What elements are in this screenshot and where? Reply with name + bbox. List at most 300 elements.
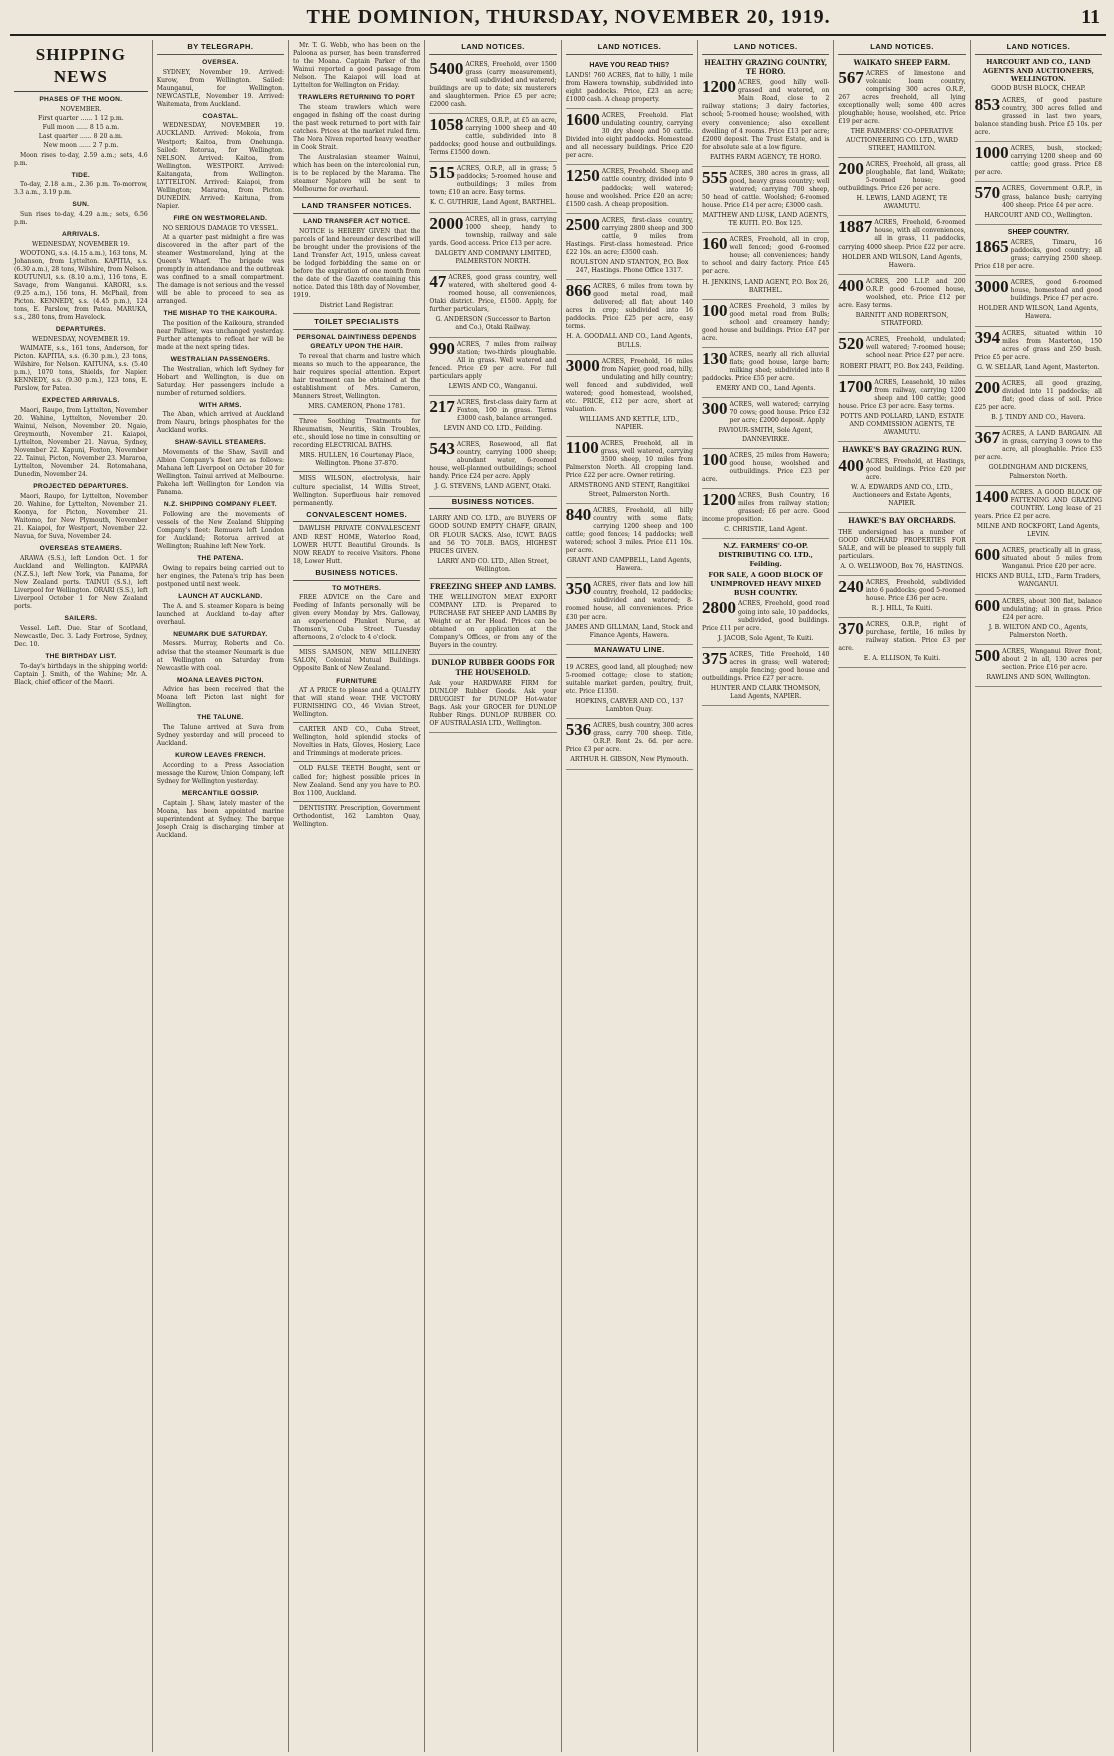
shaw-savill-heading: SHAW-SAVILL STEAMERS. xyxy=(174,439,266,447)
ad-text: ACRES, well watered; carrying 70 cows; good house. Price £32 per acre; £2000 deposit. Apply xyxy=(729,401,830,425)
ad-signature: H. LEWIS, LAND AGENT, TE AWAMUTU. xyxy=(856,195,948,211)
ad-text: ACRES, Freehold, undulated; well watered; 7-roomed house; school near. Price £27 per acre. xyxy=(865,336,966,360)
hawkes-bay-heading: HAWKE'S BAY GRAZING RUN. xyxy=(842,445,962,455)
arms-heading: WITH ARMS. xyxy=(199,401,242,409)
acreage: 1250 xyxy=(565,166,600,186)
projected-heading: PROJECTED DEPARTURES. xyxy=(33,483,129,491)
ad-text: ACRES, good 6-roomed house, homestead and good buildings. Price £7 per acre. xyxy=(1010,279,1102,303)
acreage: 240 xyxy=(838,576,864,596)
manawatu-heading: MANAWATU LINE. xyxy=(566,645,693,658)
sailers-text: Vessel. Left. Due. Star of Scotland, Newcastle, Dec. 3. Lady Fortrose, Sydney, Dec. 10. xyxy=(14,624,148,648)
land-ad xyxy=(838,158,965,217)
land-ad xyxy=(702,449,829,489)
land-ad xyxy=(429,213,556,272)
transfer-signature: District Land Registrar. xyxy=(319,302,394,310)
land-ad xyxy=(566,58,693,109)
land-ad xyxy=(975,544,1102,594)
ad-signature: HOLDER AND WILSON, Land Agents, Hawera. xyxy=(841,253,963,269)
moon-line: Last quarter ...... 8 20 a.m. xyxy=(38,133,123,141)
moon-month: NOVEMBER. xyxy=(60,105,102,113)
ad-signature: H. JENKINS, LAND AGENT, P.O. Box 26, BARTHEL. xyxy=(702,278,830,294)
acreage: 217 xyxy=(429,396,455,416)
ad-text: LANDS! 760 ACRES, flat to hilly, 1 mile from Hawera township, subdivided into eight paddocks. Price, £23 an acre; £1000 cash. A cheap property. xyxy=(565,72,694,104)
ad-text: ACRES Freehold, 3 miles by good metal road from Bulls; school and creamery handy; good house and buildings. Price £47 per acre. xyxy=(702,302,830,343)
acreage: 840 xyxy=(565,504,592,524)
acreage: 600 xyxy=(974,595,1001,615)
bush-block-heading: FOR SALE, A GOOD BLOCK OF UNIMPROVED HEAVY MIXED BUSH COUNTRY. xyxy=(708,571,823,597)
departures-date: WEDNESDAY, NOVEMBER 19. xyxy=(32,335,130,343)
ad-text: ACRES, all good grazing, divided into 11 paddocks; all flat; good class of soil. Price £25 per acre. xyxy=(974,379,1102,411)
acreage: 570 xyxy=(974,183,1001,203)
ad-text: ACRES, 25 miles from Hawera; good house, woolshed and outbuildings. Price £23 per acre. xyxy=(702,451,830,483)
acreage: 2500 xyxy=(565,214,600,234)
ad-signature: PAVIOUR-SMITH, Sole Agent, DANNEVIRKE. xyxy=(718,427,813,443)
talune-heading: THE TALUNE. xyxy=(197,714,244,722)
ad-text: ACRES, Freehold, all hilly country with some flats; carrying 1200 sheep and 100 cattle; good fences; 14 paddocks; well watered; school 3 miles. Price £11 10s. per acre. xyxy=(565,506,694,554)
convalescent-heading: CONVALESCENT HOMES. xyxy=(293,510,420,523)
land-ad xyxy=(838,618,965,668)
column-shipping-news xyxy=(10,40,153,1752)
ad-text: ACRES, O.R.P., all in grass; 5 paddocks; 5-roomed house and outbuildings; 3 miles from town; £10 an acre. Easy terms. xyxy=(429,165,557,197)
toilet-signature: MRS. CAMERON, Phone 1781. xyxy=(308,402,406,410)
toilet-heading: TOILET SPECIALISTS xyxy=(293,317,420,330)
acreage: 367 xyxy=(974,428,1001,448)
ad-signature: MILNE AND ROCKFORT, Land Agents, LEVIN. xyxy=(976,522,1100,539)
manawatu-ad xyxy=(566,661,693,720)
land-ad xyxy=(702,348,829,398)
ad-signature: K. C. GUTHRIE, Land Agent, BARTHEL. xyxy=(429,199,557,207)
land-ad xyxy=(838,216,965,275)
page-number: 11 xyxy=(1081,6,1100,28)
acreage: 567 xyxy=(838,68,864,88)
launch-text: The A. and S. steamer Kopara is being launched at Auckland to-day after overhaul. xyxy=(156,602,285,626)
wilson-text: MISS WILSON, electrolysis, hair culture specialist, 14 Willis Street, Wellington. Superfluous hair removed permanently. xyxy=(293,475,421,507)
shipping-news-heading: SHIPPING NEWS xyxy=(14,44,148,92)
ad-signature: LARRY AND CO. LTD., Allen Street, Wellington. xyxy=(437,557,549,573)
sun-heading: SUN. xyxy=(72,201,90,209)
acreage: 130 xyxy=(702,349,728,369)
ad-text: ACRES, Freehold, 16 miles from Napier, good road, hilly, undulating and hilly country; well fenced and subdivided, well watered; good homestead, woolshed, etc. PRICE, £12 per acre, short at valuation. xyxy=(565,357,694,413)
ad-text: ACRES, good hilly well-grassed and watered, on Main Road, close to 2 railway stations; 3 dairy factories, school; 5-roomed house; woolshed, with every convenience; also excellent dwelling of 4 rooms. Price £13 per acre; £2000 deposit. The Trust Estate, and is for absolute sale at a low figure. xyxy=(702,79,830,151)
moon-line: First quarter ...... 1 12 p.m. xyxy=(37,114,124,122)
land-ad xyxy=(975,595,1102,645)
ad-heading: SHEEP COUNTRY. xyxy=(1007,228,1069,236)
trawlers-text: The steam trawlers which were engaged in fishing off the coast during the past week returned to port with fair catches. Prices at the market ruled firm. The Nora Niven reported heavy weather in Cook Strait. xyxy=(293,103,421,152)
overseas-text: ARAWA (S.S.), left London Oct. 1 for Auckland and Wellington. KAIPARA (N.Z.S.), left New York, via Panama, for New Zealand ports. TAINUI (S.S.), left Liverpool for Wellington. ORARI (S.S.), left Liverpool October 1 for New Zealand ports. xyxy=(14,554,148,611)
acreage: 394 xyxy=(974,327,1001,347)
ad-signature: LEVIN AND CO. LTD., Feilding. xyxy=(443,425,543,433)
column-land-notices-1 xyxy=(425,40,561,1752)
land-notices-heading: LAND NOTICES. xyxy=(975,42,1102,55)
paper-title: THE DOMINION, THURSDAY, NOVEMBER 20, 1919. xyxy=(306,6,831,28)
acreage: 1100 xyxy=(565,438,599,458)
acreage: 100 xyxy=(702,300,728,320)
land-ad xyxy=(429,271,556,338)
ad-signature: BARNITT AND ROBERTSON, STRATFORD. xyxy=(855,312,949,328)
ad-text: ACRES, first-class dairy farm at Foxton, 100 in grass. Terms £3000 cash, balance arranged. xyxy=(456,398,557,422)
ad-signature: ROULSTON AND STANTON, P.O. Box 247, Hastings. Phone Office 1317. xyxy=(570,258,689,274)
hullen-text: Three Soothing Treatments for Rheumatism, Neuritis, Skin Troubles, etc., should lose no time in consulting or recording ELECTRICAL BATHS. xyxy=(293,417,421,450)
land-ad xyxy=(429,162,556,212)
divider xyxy=(293,722,420,723)
land-ad xyxy=(702,233,829,300)
overseas-heading: OVERSEAS STEAMERS. xyxy=(39,545,123,553)
ad-text: ACRES, Freehold, all in grass, well watered, carrying 3500 sheep, 10 miles from Palmerston North. All cropping land. Price £22 per acre. Owner retiring. xyxy=(565,440,694,480)
ad-signature: GOLDINGHAM AND DICKENS, Palmerston North. xyxy=(988,464,1089,480)
transfer-subheading: LAND TRANSFER ACT NOTICE. xyxy=(303,218,411,226)
ad-text: ACRES, good grass country, well watered, with sheltered good 4-roomed house, all conveniences, Otaki district. Price, £1500. Apply, for further particulars, xyxy=(429,274,557,314)
kurow-heading: KUROW LEAVES FRENCH. xyxy=(175,752,266,760)
arrivals-heading: ARRIVALS. xyxy=(61,231,100,239)
ad-text: Ask your HARDWARE FIRM for DUNLOP Rubber Goods. Ask your DRUGGIST for DUNLOP Hot-water Bags. Ask your GROCER for DUNLOP Rubber Rings. DUNLOP RUBBER CO. OF AUSTRALASIA LTD., Wellington. xyxy=(429,679,557,728)
moon-line: Full moon ...... 8 15 a.m. xyxy=(42,123,120,131)
ad-signature: HUNTER AND CLARK THOMSON, Land Agents, NAPIER. xyxy=(710,684,821,701)
acreage: 5400 xyxy=(429,58,464,78)
land-ad xyxy=(975,182,1102,224)
kurow-text: According to a Press Association message the Kurow, Union Company, left Sydney for Wellington yesterday. xyxy=(156,761,285,785)
ad-text: 19 ACRES, good land, all ploughed; new 5-roomed cottage; close to station; suitable market garden, poultry, fruit, etc. Price £1350. xyxy=(565,663,694,695)
land-ad xyxy=(566,504,693,579)
ad-signature: HICKS AND BULL, LTD., Farm Traders, WANGANUI. xyxy=(975,573,1102,589)
coastal-text: WEDNESDAY, NOVEMBER 19. AUCKLAND. Arrived: Mokoia, from Westport; Kaitoa, from Onehunga. Sailed: Rotorua, for Wellington. NELSON. Arrived: Kaitoa, from Wellington. WESTPORT. Arrived: Kaitangata, from Wellington. LYTTELTON. Arrived: Kaiapoi, from Wellington; Mararoa, from Picton. DUNEDIN. Arrived: Kaituna, from Napier. xyxy=(156,122,285,210)
business-heading: BUSINESS NOTICES. xyxy=(429,497,556,510)
carter-text: CARTER AND CO., Cuba Street, Wellington, hold splendid stocks of Novelties in Hats, Gloves, Hosiery, Lace and Trimmings at moderate prices. xyxy=(293,726,421,758)
samson-text: MISS SAMSON, NEW MILLINERY SALON, Colonial Mutual Buildings. Opposite Bank of New Zealand. xyxy=(293,649,421,673)
sacks-ad xyxy=(429,512,556,579)
acreage: 2000 xyxy=(429,213,464,233)
moon-heading: PHASES OF THE MOON. xyxy=(39,95,123,103)
oversea-heading: OVERSEA. xyxy=(202,58,239,66)
moon-line: New moon ...... 2 7 p.m. xyxy=(43,142,119,150)
kaikoura-text: The position of the Kaikoura, stranded near Palliser, was unchanged yesterday. Further attempts to refloat her will be made at the next spring tides. xyxy=(156,319,285,351)
westralian-heading: WESTRALIAN PASSENGERS. xyxy=(170,355,271,363)
land-notices-heading: LAND NOTICES. xyxy=(429,42,556,55)
column-land-notices-2 xyxy=(562,40,698,1752)
ad-signature: ARMSTRONG AND STENT, Rangitikei Street, Palmerston North. xyxy=(569,482,690,498)
neumark-text: Messrs. Murray, Roberts and Co. advise that the steamer Neumark is due at Wellington on Saturday from Newcastle with coal. xyxy=(156,640,285,672)
moana-text: Advice has been received that the Moana left Picton last night for Wellington. xyxy=(156,686,285,710)
acreage: 1000 xyxy=(974,143,1009,163)
land-ad xyxy=(702,597,829,647)
acreage: 536 xyxy=(565,720,592,740)
land-ad xyxy=(975,142,1102,182)
divider xyxy=(293,197,420,198)
sailers-heading: SAILERS. xyxy=(64,615,98,623)
arrivals-text: WOOTONG, s.s. (4.15 a.m.), 163 tons, M. Johanson, from Lyttelton. KAPITIA, s.s. (6.30 a.m.), 28 tons, Wilshire, from Nelson. KOUTUNUI, s.s. (8.10 a.m.), 116 tons, E. Savage, from Wanganui. KARORI, s.s. (9.25 a.m.), 156 tons, H. McPhail, from Picton. KENNEDY, s.s. (4.45 p.m.), 124 tons, E. Parslow, from Patea. MARUKA, s.s., 280 tons, from Havelock. xyxy=(14,250,148,322)
fire-text: At a quarter past midnight a fire was discovered in the after part of the steamer Westmoreland, lying at the Queen's Wharf. The brigade was promptly in attendance and the outbreak was confined to a small compartment. The damage is not serious and the vessel will be able to proceed to sea as arranged. xyxy=(156,233,285,305)
land-ad xyxy=(975,486,1102,545)
acreage: 555 xyxy=(702,167,728,187)
ad-text: ACRES, Leasehold, 10 miles from railway, carrying 1200 sheep and 100 cattle; good house. Price £3 per acre. Easy terms. xyxy=(838,378,966,410)
ad-signature: C. CHRISTIE, Land Agent. xyxy=(724,526,808,534)
acreage: 375 xyxy=(702,648,728,668)
acreage: 200 xyxy=(838,158,864,178)
dunlop-ad xyxy=(429,677,556,733)
transfer-heading: LAND TRANSFER NOTICES. xyxy=(293,201,420,214)
land-ad xyxy=(566,719,693,769)
ad-signature: ROBERT PRATT, P.O. Box 243, Feilding. xyxy=(839,362,965,370)
land-ad xyxy=(429,438,556,496)
acreage: 400 xyxy=(838,455,864,475)
ad-signature: THE FARMERS' CO-OPERATIVE AUCTIONEERING CO. LTD., WARD STREET, HAMILTON. xyxy=(846,128,958,152)
patena-text: Owing to repairs being carried out to her engines, the Patena's trip has been postponed until next week. xyxy=(156,564,285,588)
birthday-heading: THE BIRTHDAY LIST. xyxy=(45,652,117,660)
departures-heading: DEPARTURES. xyxy=(55,326,106,334)
acreage: 1600 xyxy=(565,110,600,130)
land-ad xyxy=(566,280,693,355)
columns xyxy=(10,40,1106,1752)
ad-signature: WILLIAMS AND KETTLE, LTD., NAPIER. xyxy=(579,415,680,432)
acreage: 1865 xyxy=(974,236,1009,256)
acreage: 400 xyxy=(838,275,864,295)
ad-text: ACRES, 200 L.I.P. and 200 O.R.P. good 6-roomed house, woolshed, etc. Price £12 per acre. Easy terms. xyxy=(838,277,966,309)
ad-signature: J. B. WILTON AND CO., Agents, Palmerston North. xyxy=(988,623,1088,639)
tide-heading: TIDE. xyxy=(71,171,91,179)
divider xyxy=(293,801,420,802)
ad-signature: DALGETY AND COMPANY LIMITED, PALMERSTON NORTH. xyxy=(434,249,552,265)
divider xyxy=(293,645,420,646)
divider xyxy=(293,313,420,314)
ad-text: ACRES, Freehold, all grass, all ploughable, flat land, Waikato; 5-roomed house; good outbuildings. Price £26 per acre. xyxy=(838,160,966,192)
land-notices-heading: LAND NOTICES. xyxy=(566,42,693,55)
ad-text: ACRES, Freehold, 6-roomed house, with all conveniences, all in grass, 11 paddocks, carrying 4000 sheep. Price £22 per acre. xyxy=(838,219,966,251)
ad-text: ACRES, of good pasture country, 300 acres felled and grassed in last two years, balance standing bush. Price £5 10s. per acre. xyxy=(974,97,1102,137)
shaw-savill-text: Movements of the Shaw, Savill and Albion Company's fleet are as follows: Mahana left Liverpool on October 20 for Wellington. Tainui arrived at Melbourne. Pakeha left Wellington for London via Panama. xyxy=(156,449,285,497)
patena-heading: THE PATENA. xyxy=(197,555,244,563)
freezing-heading: FREEZING SHEEP AND LAMBS. xyxy=(429,581,557,591)
trawlers-heading: TRAWLERS RETURNING TO PORT xyxy=(298,94,416,102)
orchards-ad xyxy=(838,526,965,576)
ad-heading: HAVE YOU READ THIS? xyxy=(589,61,670,69)
acreage: 520 xyxy=(838,334,864,354)
divider xyxy=(293,414,420,415)
ad-signature: POTTS AND POLLARD, LAND, ESTATE AND COMMISSION AGENTS, TE AWAMUTU. xyxy=(840,412,964,437)
projected-text: Maori, Raupo, for Lyttelton, November 20. Wahine, for Lyttelton, November 21. Koonya, for Picton, November 21. Waitomo, for New Plymouth, November 21. Kaiapoi, for Westport, November 22. Navua, for Suva, November 24. xyxy=(14,493,148,541)
ad-signature: H. A. GOODALL AND CO., Land Agents, BULLS. xyxy=(566,333,693,349)
kaikoura-heading: THE MISHAP TO THE KAIKOURA. xyxy=(163,309,278,317)
neumark-heading: NEUMARK DUE SATURDAY. xyxy=(173,630,268,638)
toilet-subheading: PERSONAL DAINTINESS DEPENDS GREATLY UPON THE HAIR. xyxy=(296,334,417,350)
ad-signature: G. ANDERSON (Successor to Barton and Co.), Otaki Railway. xyxy=(435,316,551,332)
transfer-text: NOTICE is HEREBY GIVEN that the parcels of land hereunder described will be brought under the provisions of the Land Transfer Act, 1915, unless caveat be lodged forbidding the same on or before the expiration of one month from the date of the Gazette containing this notice. Dated this 18th day of November, 1919. xyxy=(293,227,421,300)
land-ad xyxy=(429,58,556,114)
land-ad xyxy=(838,333,965,375)
land-ad xyxy=(702,76,829,166)
acreage: 866 xyxy=(565,281,592,301)
land-ad xyxy=(975,645,1102,687)
ad-signature: HOLDER AND WILSON, Land Agents, Hawera. xyxy=(978,305,1099,321)
acreage: 350 xyxy=(565,579,592,599)
birthday-text: To-day's birthdays in the shipping world: Captain J. Smith, of the Wahine; Mr. A. Black, chief officer of the Maori. xyxy=(14,662,148,686)
acreage: 500 xyxy=(974,646,1001,666)
land-ad xyxy=(566,437,693,504)
ad-text: ACRES, bush country, 300 acres grass, carry 700 sheep. Title, O.R.P. Rent 2s. 6d. per acre. Price £3 per acre. xyxy=(565,722,694,754)
ad-text: ACRES, Freehold, all in crop, well fenced; good 6-roomed house; all conveniences; handy to school and dairy factory. Price £45 per acre. xyxy=(702,236,830,276)
ad-signature: HARCOURT AND CO., Wellington. xyxy=(984,211,1093,219)
acreage: 1887 xyxy=(838,217,873,237)
arrivals-date: WEDNESDAY, NOVEMBER 19. xyxy=(32,240,130,248)
ad-text: ACRES, Freehold. Sheep and cattle country, divided into 9 paddocks; well watered; house and woolshed. Price £20 an acre; £1500 cash. A cheap proposition. xyxy=(565,168,694,208)
acreage: 515 xyxy=(429,163,455,183)
coastal-heading: COASTAL. xyxy=(202,112,239,120)
ad-text: ACRES, Freehold, over 1500 grass (carry measurement), well subdivided and watered; buildings are up to date; six musterers and slaughtermen. Price £5 per acre; £2000 cash. xyxy=(429,60,557,109)
land-ad xyxy=(838,576,965,618)
ad-text: ACRES, A LAND BARGAIN. All in grass, carrying 3 cows to the acre, all ploughable. Price £35 per acre. xyxy=(974,430,1102,462)
wainui-text: The Australasian steamer Wainui, which has been on the intercolonial run, is to be replaced by the Marama. The steamer Ngatoro will be sent to Melbourne for overhaul. xyxy=(293,154,421,194)
ad-text: ACRES, all in grass, carrying 1000 sheep, handy to township, railway and sale yards. Good access. Price £13 per acre. xyxy=(429,215,557,247)
ad-text: ACRES, practically all in grass, situated about 5 miles from Wanganui. Price £20 per acre. xyxy=(1002,547,1102,571)
ad-signature: MATTHEW AND LUSK, LAND AGENTS, TE KUITI. P.O. Box 125. xyxy=(702,211,829,228)
land-ad xyxy=(975,94,1102,142)
land-ad xyxy=(566,214,693,281)
ad-text: ACRES, Freehold, good road going into sale, 10 paddocks, subdivided, good buildings. Price £11 per acre. xyxy=(702,600,830,632)
dentistry-text: DENTISTRY. Prescription, Government Orthodontist, 162 Lambton Quay, Wellington. xyxy=(293,804,421,828)
false-teeth-text: OLD FALSE TEETH Bought, sent or called for; highest possible prices in New Zealand. Send any you have to P.O. Box 1100, Auckland. xyxy=(293,765,421,797)
ad-signature: LEWIS AND CO., Wanganui. xyxy=(448,382,538,390)
moana-heading: MOANA LEAVES PICTON. xyxy=(176,676,264,684)
acreage: 600 xyxy=(974,545,1001,565)
dunlop-heading: DUNLOP RUBBER GOODS FOR THE HOUSEHOLD. xyxy=(431,658,555,677)
land-ad xyxy=(975,377,1102,427)
acreage: 100 xyxy=(702,449,728,469)
ad-text: ACRES, nearly all rich alluvial flats; good house, large barn; milking shed; subdivided into 8 paddocks. Price £55 per acre. xyxy=(702,351,830,383)
acreage: 1200 xyxy=(702,489,737,509)
column-land-notices-5 xyxy=(971,40,1106,1752)
ad-text: ACRES, Title Freehold, 140 acres in grass; well watered; ample fencing; good house and outbuildings. Price £27 per acre. xyxy=(702,650,830,682)
acreage: 2800 xyxy=(702,598,737,618)
land-ad xyxy=(702,489,829,539)
ad-signature: R. J. HILL, Te Kuiti. xyxy=(871,604,933,612)
fire-subheading: NO SERIOUS DAMAGE TO VESSEL. xyxy=(162,224,279,232)
ad-text: ACRES, Freehold. Flat undulating country, carrying 30 dry sheep and 50 cattle. Divided into eight paddocks. Homestead and all necessary buildings. Price £20 per acre. xyxy=(565,112,694,160)
land-ad xyxy=(702,300,829,348)
ad-text: THE WELLINGTON MEAT EXPORT COMPANY LTD. is Prepared to PURCHASE FAT SHEEP AND LAMBS By Weight or at Per Head. Prices can be obtained on application at the Company's Offices, or from any of the Buyers in the country. xyxy=(429,594,557,650)
business-heading: BUSINESS NOTICES. xyxy=(293,568,420,581)
nz-shipping-text: Following are the movements of vessels of the New Zealand Shipping Company's fleet: Remuera left London for Auckland; Rotorua arrived at Wellington; Ruahine left New York. xyxy=(156,511,285,551)
ad-text: LARRY AND CO. LTD., are BUYERS OF GOOD SOUND EMPTY CHAFF, GRAIN, OR FLOUR SACKS. Also, ICWT. BAGS and 56 TO 70LB. BAGS, HIGHEST PRICES GIVEN. xyxy=(429,515,557,555)
ad-signature: EMERY AND CO., Land Agents. xyxy=(715,385,816,393)
ad-text: ACRES, bush, stocked; carrying 1200 sheep and 60 cattle; good grass. Price £8 per acre. xyxy=(974,145,1102,177)
bush-block-subheading: GOOD BUSH BLOCK, CHEAP. xyxy=(991,85,1086,92)
acreage: 370 xyxy=(838,619,864,639)
ad-text: ACRES of limestone and volcanic loam country, comprising 300 acres O.R.P., 267 acres freehold, all lying exceptionally well; some 400 acres ploughable; house, woolshed, etc. Price £19 per acre. xyxy=(838,70,966,126)
arms-text: The Aban, which arrived at Auckland from Nauru, brings phosphates for the Auckland works. xyxy=(156,411,285,435)
column-land-notices-3 xyxy=(698,40,834,1752)
land-ad xyxy=(566,355,693,438)
intro-text: Mr. T. G. Webb, who has been on the Paloona as purser, has been transferred to the Moana. Captain Parker of the Wainui reported a good passage from Nelson. The Kaiapoi will load at Lyttelton for Wellington on Friday. xyxy=(293,42,421,90)
ad-text: ACRES, Wanganui River front, about 2 in all, 130 acres per section. Price £16 per acre. xyxy=(1002,648,1102,672)
acreage: 1058 xyxy=(429,115,464,135)
acreage: 1700 xyxy=(838,376,873,396)
mercantile-text: Captain J. Shaw, lately master of the Moana, has been appointed marine superintendent at Sydney. The barque Joseph Craig is discharging timber at Auckland. xyxy=(156,799,285,839)
departures-text: WAIMATE, s.s., 161 tons, Anderson, for Picton. KAPITIA, s.s. (6.30 p.m.), 23 tons, Wilshire, for Nelson. KAITUNA, s.s. (5.40 p.m.), 1070 tons, Shields, for Napier. KENNEDY, s.s. (9.30 p.m.), 123 tons, E. Parslow, for Patea. xyxy=(14,345,148,393)
ad-signature: JAMES AND GILLMAN, Land, Stock and Finance Agents, Hawera. xyxy=(565,623,693,639)
land-ad xyxy=(429,114,556,162)
ad-text: ACRES, O.R.P., at £5 an acre, carrying 1000 sheep and 40 cattle, subdivided into 8 paddocks; good house and outbuildings. Terms £1500 down. xyxy=(429,117,557,157)
acreage: 300 xyxy=(702,399,728,419)
acreage: 3000 xyxy=(974,277,1009,297)
acreage: 1400 xyxy=(974,486,1009,506)
ad-text: ACRES, river flats and low hill country, freehold, 12 paddocks; subdivided and watered; 8-roomed house, all conveniences. Price £30 per acre. xyxy=(565,581,694,621)
ad-text: ACRES, about 300 flat, balance undulating; all in grass. Price £24 per acre. xyxy=(1002,597,1102,621)
ad-text: ACRES, first-class country, carrying 2800 sheep and 300 cattle, 9 miles from Hastings. First-class homestead. Price £22 10s. an acre; £3500 cash. xyxy=(565,216,694,256)
land-ad xyxy=(838,376,965,443)
column-land-notices-4 xyxy=(834,40,970,1752)
land-ad xyxy=(975,327,1102,377)
ad-signature: A. O. WELLWOOD, Box 76, HASTINGS. xyxy=(840,562,964,570)
ad-signature: ARTHUR H. GIBSON, New Plymouth. xyxy=(570,756,689,764)
ad-text: ACRES, 7 miles from railway station; two-thirds ploughable. All in grass. Well watered and fenced. Price £9 per acre. For full particulars apply xyxy=(429,340,557,380)
acreage: 160 xyxy=(702,234,728,254)
acreage: 853 xyxy=(974,95,1001,115)
masthead xyxy=(10,6,1106,36)
fire-heading: FIRE ON WESTMORELAND. xyxy=(173,214,268,222)
ad-text: ACRES, Timaru, 16 paddocks, good country; all grass; carrying 2500 sheep. Price £18 per acre. xyxy=(974,238,1102,271)
hullen-signature: MRS. HULLEN, 16 Courtenay Place, Wellington. Phone 37-870. xyxy=(299,452,415,468)
tide-text: To-day, 2.18 a.m., 2.36 p.m. To-morrow, 3.3 a.m., 3.19 p.m. xyxy=(14,181,148,197)
harcourt-heading: HARCOURT AND CO., LAND AGENTS AND AUCTIONEERS, WELLINGTON. xyxy=(982,57,1094,84)
acreage: 200 xyxy=(974,377,1001,397)
acreage: 47 xyxy=(429,272,447,292)
furniture-text: AT A PRICE to please and a QUALITY that will stand wear. THE VICTORY FURNISHING CO., 46 Vivian Street, Wellington. xyxy=(293,687,421,719)
acreage: 3000 xyxy=(565,355,600,375)
freezing-ad xyxy=(429,591,556,655)
land-ad xyxy=(838,275,965,334)
ad-text: ACRES, O.R.P., right of purchase, fertile, 16 miles by railway station. Price £3 per acre. xyxy=(838,621,966,653)
ad-signature: HOPKINS, CARVER AND CO., 137 Lambton Quay. xyxy=(575,697,684,714)
orchards-heading: HAWKE'S BAY ORCHARDS. xyxy=(848,516,956,526)
ad-signature: FAITHS FARM AGENCY, TE HORO. xyxy=(710,153,822,161)
land-ad xyxy=(566,165,693,213)
ad-text: ACRES, Freehold, subdivided into 6 paddocks; good 5-roomed house. Price £36 per acre. xyxy=(865,578,966,602)
ad-text: ACRES, Rosewood, all flat country, carrying 1000 sheep; abundant water, 6-roomed house, well-planned outbuildings; school handy. Price £24 per acre. Apply xyxy=(429,441,557,481)
launch-heading: LAUNCH AT AUCKLAND. xyxy=(178,592,263,600)
ad-text: ACRES, 6 miles from town by good metal road, mail delivered; all flat; about 140 acres in crop; subdivided into 16 paddocks. Price £25 per acre, easy terms. xyxy=(565,283,694,331)
land-ad xyxy=(702,398,829,448)
land-ad xyxy=(838,455,965,514)
land-ad xyxy=(566,109,693,165)
acreage: 543 xyxy=(429,439,455,459)
ad-text: ACRES, Government O.R.P., in grass, balance bush; carrying 400 sheep. Price £4 per acre. xyxy=(1002,185,1102,209)
divider xyxy=(293,761,420,762)
telegraph-heading: BY TELEGRAPH. xyxy=(157,42,284,55)
acreage: 990 xyxy=(429,338,455,358)
ad-text: ACRES, situated within 10 miles from Masterton, 150 acres of grass and 250 bush. Price £5 per acre. xyxy=(974,329,1102,361)
column-notices xyxy=(289,40,425,1752)
furniture-heading: FURNITURE xyxy=(336,677,378,685)
ad-signature: GRANT AND CAMPBELL, Land Agents, Hawera. xyxy=(566,557,692,573)
land-notices-heading: LAND NOTICES. xyxy=(838,42,965,55)
divider xyxy=(293,471,420,472)
mothers-text: FREE ADVICE on the Care and Feeding of Infants personally will be given every Monday by Mrs. Galloway, an experienced Plunket Nurse, at Thomson's, Cuba Street. Tuesday afternoons, 2 o'clock to 4 o'clock. xyxy=(293,594,421,642)
toilet-text: To reveal that charm and lustre which means so much to the appearance, the hair requires special attention. Expert hair treatment can be obtained at the establishment of Mrs. Cameron, Manners Street, Wellington. xyxy=(293,352,421,400)
ad-signature: B. J. TINDY AND CO., Havera. xyxy=(991,414,1086,422)
land-ad xyxy=(429,396,556,438)
land-ad xyxy=(838,67,965,158)
ad-text: ACRES, Freehold, at Hastings, good buildings. Price £20 per acre. xyxy=(865,457,966,481)
ad-signature: E. A. ELLISON, Te Kuiti. xyxy=(863,655,941,663)
ad-text: ACRES, 380 acres in grass, all good, heavy grass country; well watered; carrying 700 sheep, 50 head of cattle. Woolshed; 6-roomed house. Price £14 per acre; £3000 cash. xyxy=(702,169,830,209)
westralian-text: The Westralian, which left Sydney for Hobart and Wellington, is due on Saturday. Her passengers include a number of returned soldiers. xyxy=(156,365,285,397)
expected-text: Maori, Raupo, from Lyttelton, November 20. Wahine, Lyttelton, November 20. Wainui, Nelson, November 20. Ngaio, Greymouth, November 21. Kaiapoi, Lyttelton, November 21. Navua, Sydney, November 22. Kapuni, Foxton, November 22. Tainui, Picton, November 23. Mararoa, Lyttelton, November 24. Rotomahana, Dunedin, November 24. xyxy=(14,407,148,479)
mercantile-heading: MERCANTILE GOSSIP. xyxy=(182,789,259,797)
ad-signature: W. A. EDWARDS AND CO., LTD., Auctioneers and Estate Agents, NAPIER. xyxy=(851,483,953,508)
oversea-text: SYDNEY, November 19. Arrived: Kurow, from Wellington. Sailed: Maunganui, for Wellington. NEWCASTLE, November 19. Arrived: Waitemata, from Auckland. xyxy=(156,68,285,108)
land-ad xyxy=(429,338,556,396)
ad-text: THE undersigned has a number of GOOD ORCHARD PROPERTIES FOR SALE, and will be pleased to supply full particulars. xyxy=(838,528,966,560)
land-ad xyxy=(975,427,1102,486)
ad-signature: RAWLINS AND SON, Wellington. xyxy=(986,674,1091,682)
